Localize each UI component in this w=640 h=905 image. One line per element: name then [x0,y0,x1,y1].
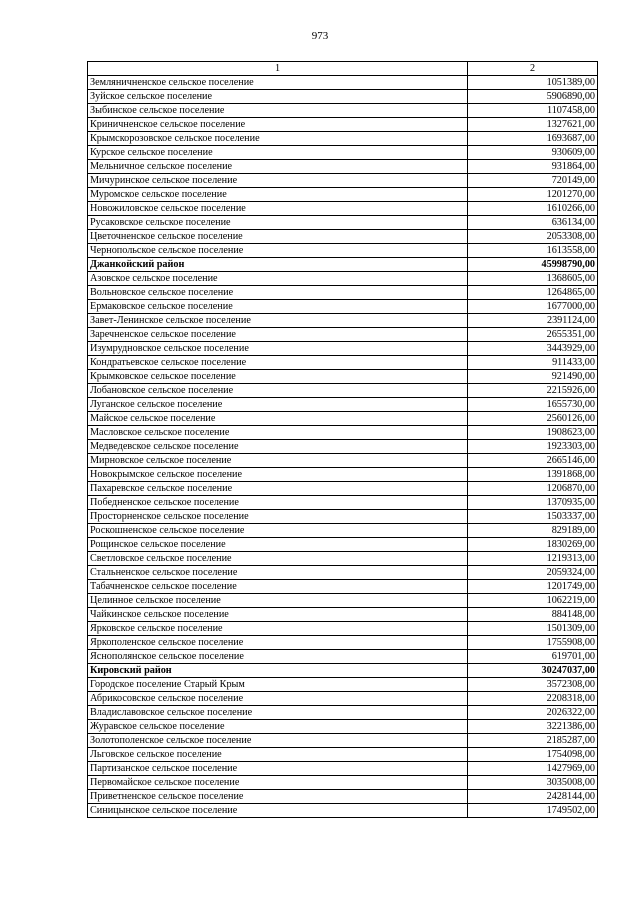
table-row [88,762,598,776]
settlement-amount: 2026322,00 [468,706,598,720]
table-row [88,804,598,818]
settlement-name: Медведевское сельское поселение [88,440,468,454]
settlement-name: Ермаковское сельское поселение [88,300,468,314]
table-row [88,146,598,160]
settlement-amount: 2665146,00 [468,454,598,468]
settlement-amount: 2208318,00 [468,692,598,706]
settlement-amount: 1206870,00 [468,482,598,496]
settlement-amount: 3443929,00 [468,342,598,356]
settlement-name: Зыбинское сельское поселение [88,104,468,118]
table-row [88,132,598,146]
table-row [88,230,598,244]
settlement-amount: 5906890,00 [468,90,598,104]
settlement-name: Заречненское сельское поселение [88,328,468,342]
table-row [88,566,598,580]
settlement-amount: 1677000,00 [468,300,598,314]
table-row [88,76,598,90]
settlement-name: Крымковское сельское поселение [88,370,468,384]
settlement-name: Журавское сельское поселение [88,720,468,734]
table-row [88,706,598,720]
table-row [88,356,598,370]
table-row [88,538,598,552]
district-row [88,664,598,678]
settlement-name: Земляничненское сельское поселение [88,76,468,90]
table-row [88,734,598,748]
settlement-amount: 2560126,00 [468,412,598,426]
settlement-name: Роскошненское сельское поселение [88,524,468,538]
settlement-amount: 1501309,00 [468,622,598,636]
settlement-amount: 911433,00 [468,356,598,370]
settlement-amount: 636134,00 [468,216,598,230]
settlement-name: Яснополянское сельское поселение [88,650,468,664]
settlement-name: Рощинское сельское поселение [88,538,468,552]
table-row [88,692,598,706]
settlement-name: Цветочненское сельское поселение [88,230,468,244]
settlement-name: Новокрымское сельское поселение [88,468,468,482]
table-row [88,468,598,482]
settlement-amount: 1610266,00 [468,202,598,216]
table-row [88,174,598,188]
settlement-amount: 3221386,00 [468,720,598,734]
settlement-amount: 884148,00 [468,608,598,622]
table-row [88,594,598,608]
table-row [88,244,598,258]
column-header-1: 1 [88,62,468,76]
table-row [88,790,598,804]
settlement-amount: 930609,00 [468,146,598,160]
settlement-name: Русаковское сельское поселение [88,216,468,230]
settlement-amount: 2391124,00 [468,314,598,328]
settlement-amount: 720149,00 [468,174,598,188]
settlement-name: Зуйское сельское поселение [88,90,468,104]
table-row [88,118,598,132]
settlement-name: Крымскорозовское сельское поселение [88,132,468,146]
district-amount: 45998790,00 [468,258,598,272]
settlement-amount: 1107458,00 [468,104,598,118]
settlement-amount: 1391868,00 [468,468,598,482]
settlement-name: Первомайское сельское поселение [88,776,468,790]
table-row [88,608,598,622]
table-row [88,524,598,538]
table-row [88,510,598,524]
settlement-name: Вольновское сельское поселение [88,286,468,300]
district-name: Кировский район [88,664,468,678]
table-row [88,202,598,216]
table-row [88,314,598,328]
settlement-amount: 3572308,00 [468,678,598,692]
settlement-name: Абрикосовское сельское поселение [88,692,468,706]
settlement-name: Ярковское сельское поселение [88,622,468,636]
settlement-amount: 619701,00 [468,650,598,664]
settlement-amount: 1830269,00 [468,538,598,552]
settlement-name: Городское поселение Старый Крым [88,678,468,692]
table-row [88,552,598,566]
table-row [88,90,598,104]
settlement-name: Мельничное сельское поселение [88,160,468,174]
settlement-amount: 931864,00 [468,160,598,174]
settlement-name: Луганское сельское поселение [88,398,468,412]
settlement-name: Курское сельское поселение [88,146,468,160]
settlement-name: Азовское сельское поселение [88,272,468,286]
settlement-amount: 1755908,00 [468,636,598,650]
table-row [88,454,598,468]
settlement-name: Чернопольское сельское поселение [88,244,468,258]
table-row [88,482,598,496]
table-row [88,328,598,342]
settlement-amount: 2215926,00 [468,384,598,398]
table-row [88,286,598,300]
settlement-amount: 2428144,00 [468,790,598,804]
district-amount: 30247037,00 [468,664,598,678]
settlement-name: Чайкинское сельское поселение [88,608,468,622]
settlement-amount: 2655351,00 [468,328,598,342]
page-number: 973 [311,30,329,42]
settlement-name: Просторненское сельское поселение [88,510,468,524]
table-row [88,622,598,636]
table-row [88,272,598,286]
table-row [88,104,598,118]
settlement-amount: 1908623,00 [468,426,598,440]
table-row [88,188,598,202]
settlement-name: Изумрудновское сельское поселение [88,342,468,356]
table-row [88,384,598,398]
settlement-amount: 1062219,00 [468,594,598,608]
settlement-amount: 2053308,00 [468,230,598,244]
settlement-name: Светловское сельское поселение [88,552,468,566]
settlement-name: Майское сельское поселение [88,412,468,426]
settlement-name: Мичуринское сельское поселение [88,174,468,188]
table-row [88,160,598,174]
table-row [88,650,598,664]
settlement-name: Целинное сельское поселение [88,594,468,608]
table-header-row [88,62,598,76]
table-row [88,496,598,510]
table-row [88,636,598,650]
settlement-amount: 1749502,00 [468,804,598,818]
table-row [88,412,598,426]
settlement-amount: 3035008,00 [468,776,598,790]
settlement-name: Победненское сельское поселение [88,496,468,510]
budget-table [87,61,598,818]
settlement-name: Золотополенское сельское поселение [88,734,468,748]
settlement-name: Муромское сельское поселение [88,188,468,202]
settlement-name: Кондратьевское сельское поселение [88,356,468,370]
settlement-name: Яркополенское сельское поселение [88,636,468,650]
table-body [88,62,598,818]
settlement-amount: 2185287,00 [468,734,598,748]
table-row [88,776,598,790]
settlement-amount: 1370935,00 [468,496,598,510]
table-row [88,426,598,440]
settlement-name: Синицынское сельское поселение [88,804,468,818]
table-row [88,398,598,412]
table-row [88,300,598,314]
settlement-amount: 829189,00 [468,524,598,538]
settlement-amount: 2059324,00 [468,566,598,580]
settlement-amount: 1427969,00 [468,762,598,776]
settlement-name: Пахаревское сельское поселение [88,482,468,496]
table-row [88,440,598,454]
settlement-name: Владиславовское сельское поселение [88,706,468,720]
settlement-amount: 1754098,00 [468,748,598,762]
settlement-amount: 1051389,00 [468,76,598,90]
settlement-name: Стальненское сельское поселение [88,566,468,580]
settlement-amount: 1368605,00 [468,272,598,286]
settlement-name: Масловское сельское поселение [88,426,468,440]
settlement-name: Табачненское сельское поселение [88,580,468,594]
settlement-name: Приветненское сельское поселение [88,790,468,804]
settlement-name: Лобановское сельское поселение [88,384,468,398]
settlement-amount: 1613558,00 [468,244,598,258]
settlement-amount: 1923303,00 [468,440,598,454]
settlement-amount: 1264865,00 [468,286,598,300]
settlement-amount: 1503337,00 [468,510,598,524]
settlement-amount: 1201270,00 [468,188,598,202]
settlement-amount: 1201749,00 [468,580,598,594]
settlement-amount: 1219313,00 [468,552,598,566]
column-header-2: 2 [468,62,598,76]
settlement-name: Мирновское сельское поселение [88,454,468,468]
table-row [88,342,598,356]
table-row [88,580,598,594]
table-row [88,216,598,230]
table-row [88,678,598,692]
settlement-amount: 1327621,00 [468,118,598,132]
settlement-amount: 921490,00 [468,370,598,384]
settlement-name: Льговское сельское поселение [88,748,468,762]
table-row [88,748,598,762]
settlement-amount: 1655730,00 [468,398,598,412]
table-row [88,720,598,734]
settlement-amount: 1693687,00 [468,132,598,146]
district-row [88,258,598,272]
settlement-name: Новожиловское сельское поселение [88,202,468,216]
table-row [88,370,598,384]
settlement-name: Криничненское сельское поселение [88,118,468,132]
settlement-name: Завет-Ленинское сельское поселение [88,314,468,328]
district-name: Джанкойский район [88,258,468,272]
settlement-name: Партизанское сельское поселение [88,762,468,776]
